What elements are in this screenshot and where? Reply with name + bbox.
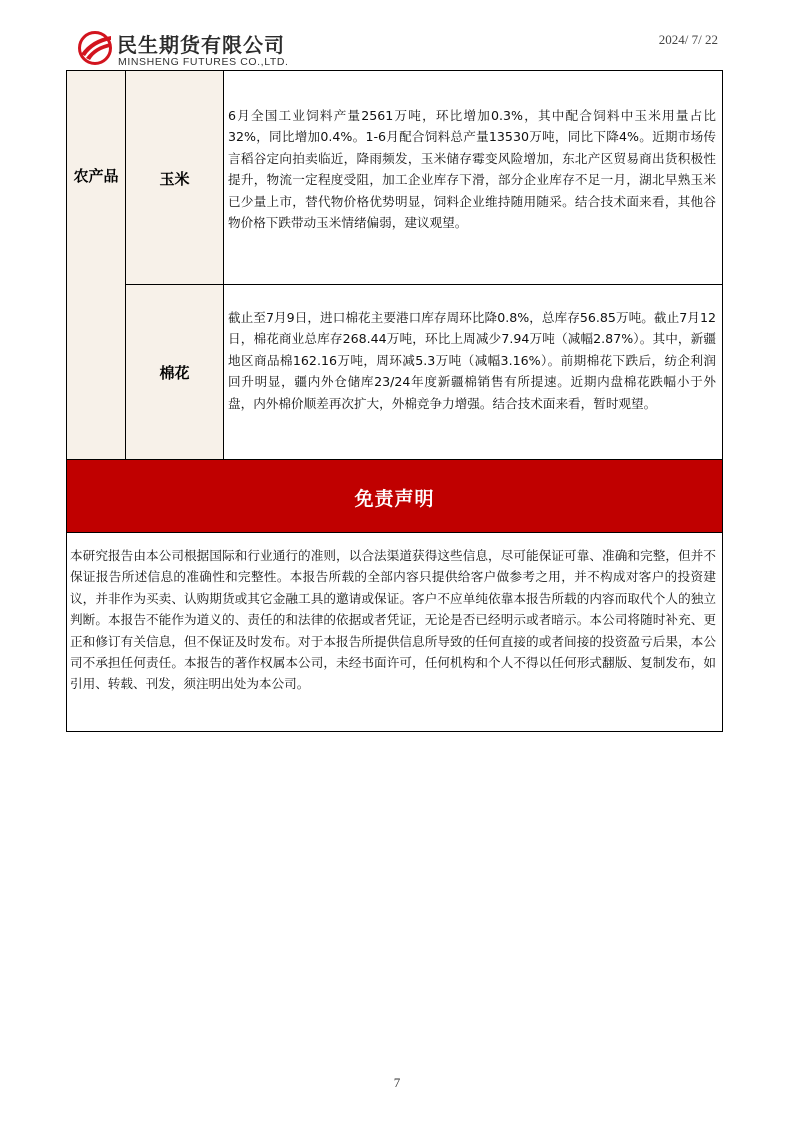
category-cell — [67, 71, 126, 459]
disclaimer-banner — [67, 459, 722, 533]
minsheng-logo-icon — [78, 30, 112, 66]
disclaimer-text: 本研究报告由本公司根据国际和行业通行的准则，以合法渠道获得这些信息，尽可能保证可靠、准确和完整，但并不保证报告所述信息的准确性和完整性。本报告所载的全部内容只提供给客户做参考之用，并不构成对客户的投资建议，并非作为买卖、认购期货或其它金融工具的邀请或保证。客户不应单纯依靠本报告所载的内容而取代个人的独立判断。本报告不能作为道义的、责任的和法律的依据或者凭证，无论是否已经明示或者暗示。本公司将随时补充、更正和修订有关信息，但不保证及时发布。对于本报告所提供信息所导致的任何直接的或者间接的投资盈亏后果，本公司不承担任何责任。本报告的著作权属本公司，未经书面许可，任何机构和个人不得以任何形式翻版、复制发布，如引用、转载、刊发，须注明出处为本公司。 — [70, 548, 716, 692]
page-number: 7 — [393, 1075, 401, 1090]
disclaimer-title: 免责声明 — [354, 488, 435, 510]
content-table — [66, 71, 723, 732]
company-name-en: MINSHENG FUTURES CO.,LTD. — [118, 56, 289, 68]
row-name-cell-cotton — [126, 285, 224, 459]
report-date: 2024/ 7/ 22 — [658, 32, 718, 47]
category-label: 农产品 — [73, 167, 119, 185]
row-name-cotton: 棉花 — [159, 364, 190, 382]
row-text-corn: 6月全国工业饲料产量2561万吨，环比增加0.3%，其中配合饲料中玉米用量占比32%，同比增加0.4%。1-6月配合饲料总产量13530万吨，同比下降4%。近期市场传言稻谷定向拍卖临近，降雨频发，玉米储存霉变风险增加，东北产区贸易商出货积极性提升，物流一定程度受阻，加工企业库存下滑，部分企业库存不足一月，湖北早熟玉米已少量上市，替代物价格优势明显，饲料企业维持随用随采。结合技术面来看，其他谷物价格下跌带动玉米情绪偏弱，建议观望。 — [228, 108, 716, 231]
row-name-corn: 玉米 — [159, 170, 190, 188]
row-text-cotton: 截止至7月9日，进口棉花主要港口库存周环比降0.8%，总库存56.85万吨。截止7月12日，棉花商业总库存268.44万吨，环比上周减少7.94万吨（减幅2.87%）。其中，新疆地区商品棉162.16万吨，周环减5.3万吨（减幅3.16%）。前期棉花下跌后，纺企利润回升明显，疆内外仓储库23/24年度新疆棉销售有所提速。近期内盘棉花跌幅小于外盘，内外棉价顺差再次扩大，外棉竞争力增强。结合技术面来看，暂时观望。 — [228, 310, 716, 411]
company-name-cn: 民生期货有限公司 — [117, 33, 285, 57]
row-name-cell-corn — [126, 71, 224, 285]
